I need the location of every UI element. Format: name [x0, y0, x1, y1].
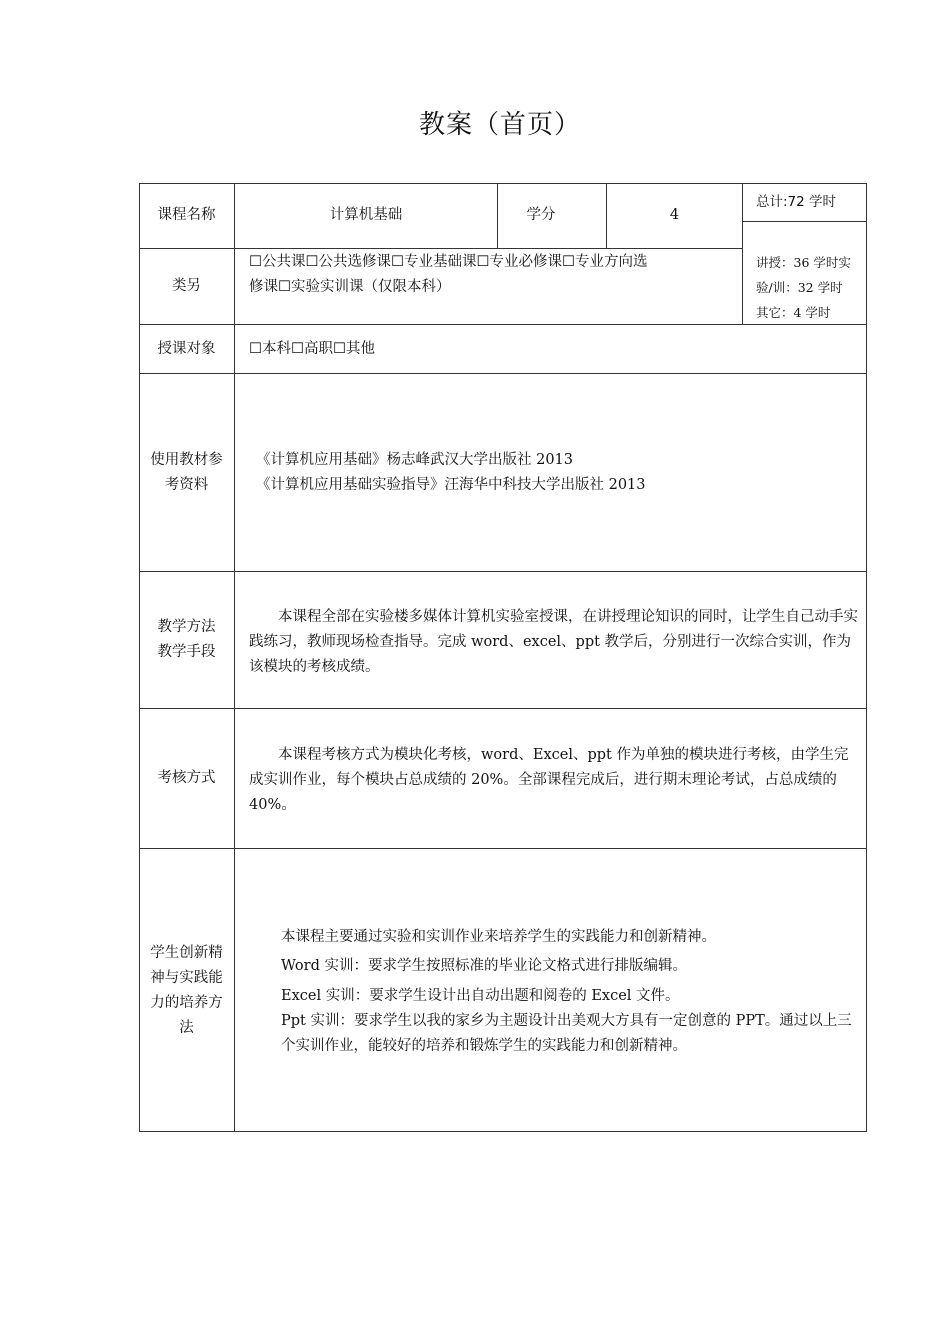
divider [139, 571, 867, 572]
category-options [249, 250, 739, 300]
course-name-value: 计算机基础 [329, 207, 403, 223]
total-hours: 总计:72 学时 [756, 193, 837, 210]
textbook-item: 《计算机应用基础》杨志峰武汉大学出版社 2013 [256, 452, 574, 468]
category-options-line2: 修课☐实验实训课（仅限本科） [249, 279, 451, 295]
assessment-text: 本课程考核方式为模块化考核，word、Excel、ppt 作为单独的模块进行考核，由学生完成实训作业，每个模块占总成绩的 20%。全部课程完成后，进行期末理论考试，占总成绩的 40%。 [249, 747, 849, 813]
audience-options: ☐本科☐高职☐其他 [249, 341, 375, 357]
textbooks-list [256, 448, 856, 498]
credit-value: 4 [669, 207, 680, 223]
method-text: 本课程全部在实验楼多媒体计算机实验室授课，在讲授理论知识的同时，让学生自己动手实践练习，教师现场检查指导。完成 word、excel、ppt 教学后，分别进行一次综合实训，作为该模块的考核成绩。 [249, 609, 858, 675]
divider [139, 848, 867, 849]
innovation-paragraph: Ppt 实训：要求学生以我的家乡为主题设计出美观大方具有一定创意的 PPT。通过以上三个实训作业，能较好的培养和锻炼学生的实践能力和创新精神。 [281, 1013, 852, 1054]
category-options-line1: ☐公共课☐公共选修课☐专业基础课☐专业必修课☐专业方向选 [249, 254, 648, 270]
category-label: 类另 [172, 278, 201, 294]
textbooks-label: 使用教材参 考资料 [150, 451, 223, 493]
divider [139, 708, 867, 709]
other-hours: 其它：4 学时 [756, 305, 831, 320]
innovation-paragraph: Word 实训：要求学生按照标准的毕业论文格式进行排版编辑。 [281, 958, 687, 974]
divider [139, 373, 867, 374]
divider [742, 221, 867, 222]
hours-breakdown [756, 250, 866, 325]
innovation-label: 学生创新精 神与实践能 力的培养方 法 [150, 944, 223, 1036]
lab-hours: 验/训：32 学时 [756, 280, 843, 295]
divider [234, 183, 235, 1132]
innovation-paragraph: 本课程主要通过实验和实训作业来培养学生的实践能力和创新精神。 [281, 929, 716, 945]
lecture-hours: 讲授：36 学时实 [756, 255, 851, 270]
method-label: 教学方法 教学手段 [157, 619, 216, 660]
page-title: 教案（首页） [418, 110, 581, 140]
textbook-item: 《计算机应用基础实验指导》汪海华中科技大学出版社 2013 [256, 477, 646, 493]
audience-label: 授课对象 [157, 340, 216, 357]
innovation-text [281, 925, 863, 1059]
credit-label: 学分 [526, 207, 556, 223]
innovation-paragraph: Excel 实训：要求学生设计出自动出题和阅卷的 Excel 文件。 [281, 988, 680, 1004]
course-name-label: 课程名称 [157, 207, 216, 223]
assessment-label: 考核方式 [157, 770, 216, 786]
